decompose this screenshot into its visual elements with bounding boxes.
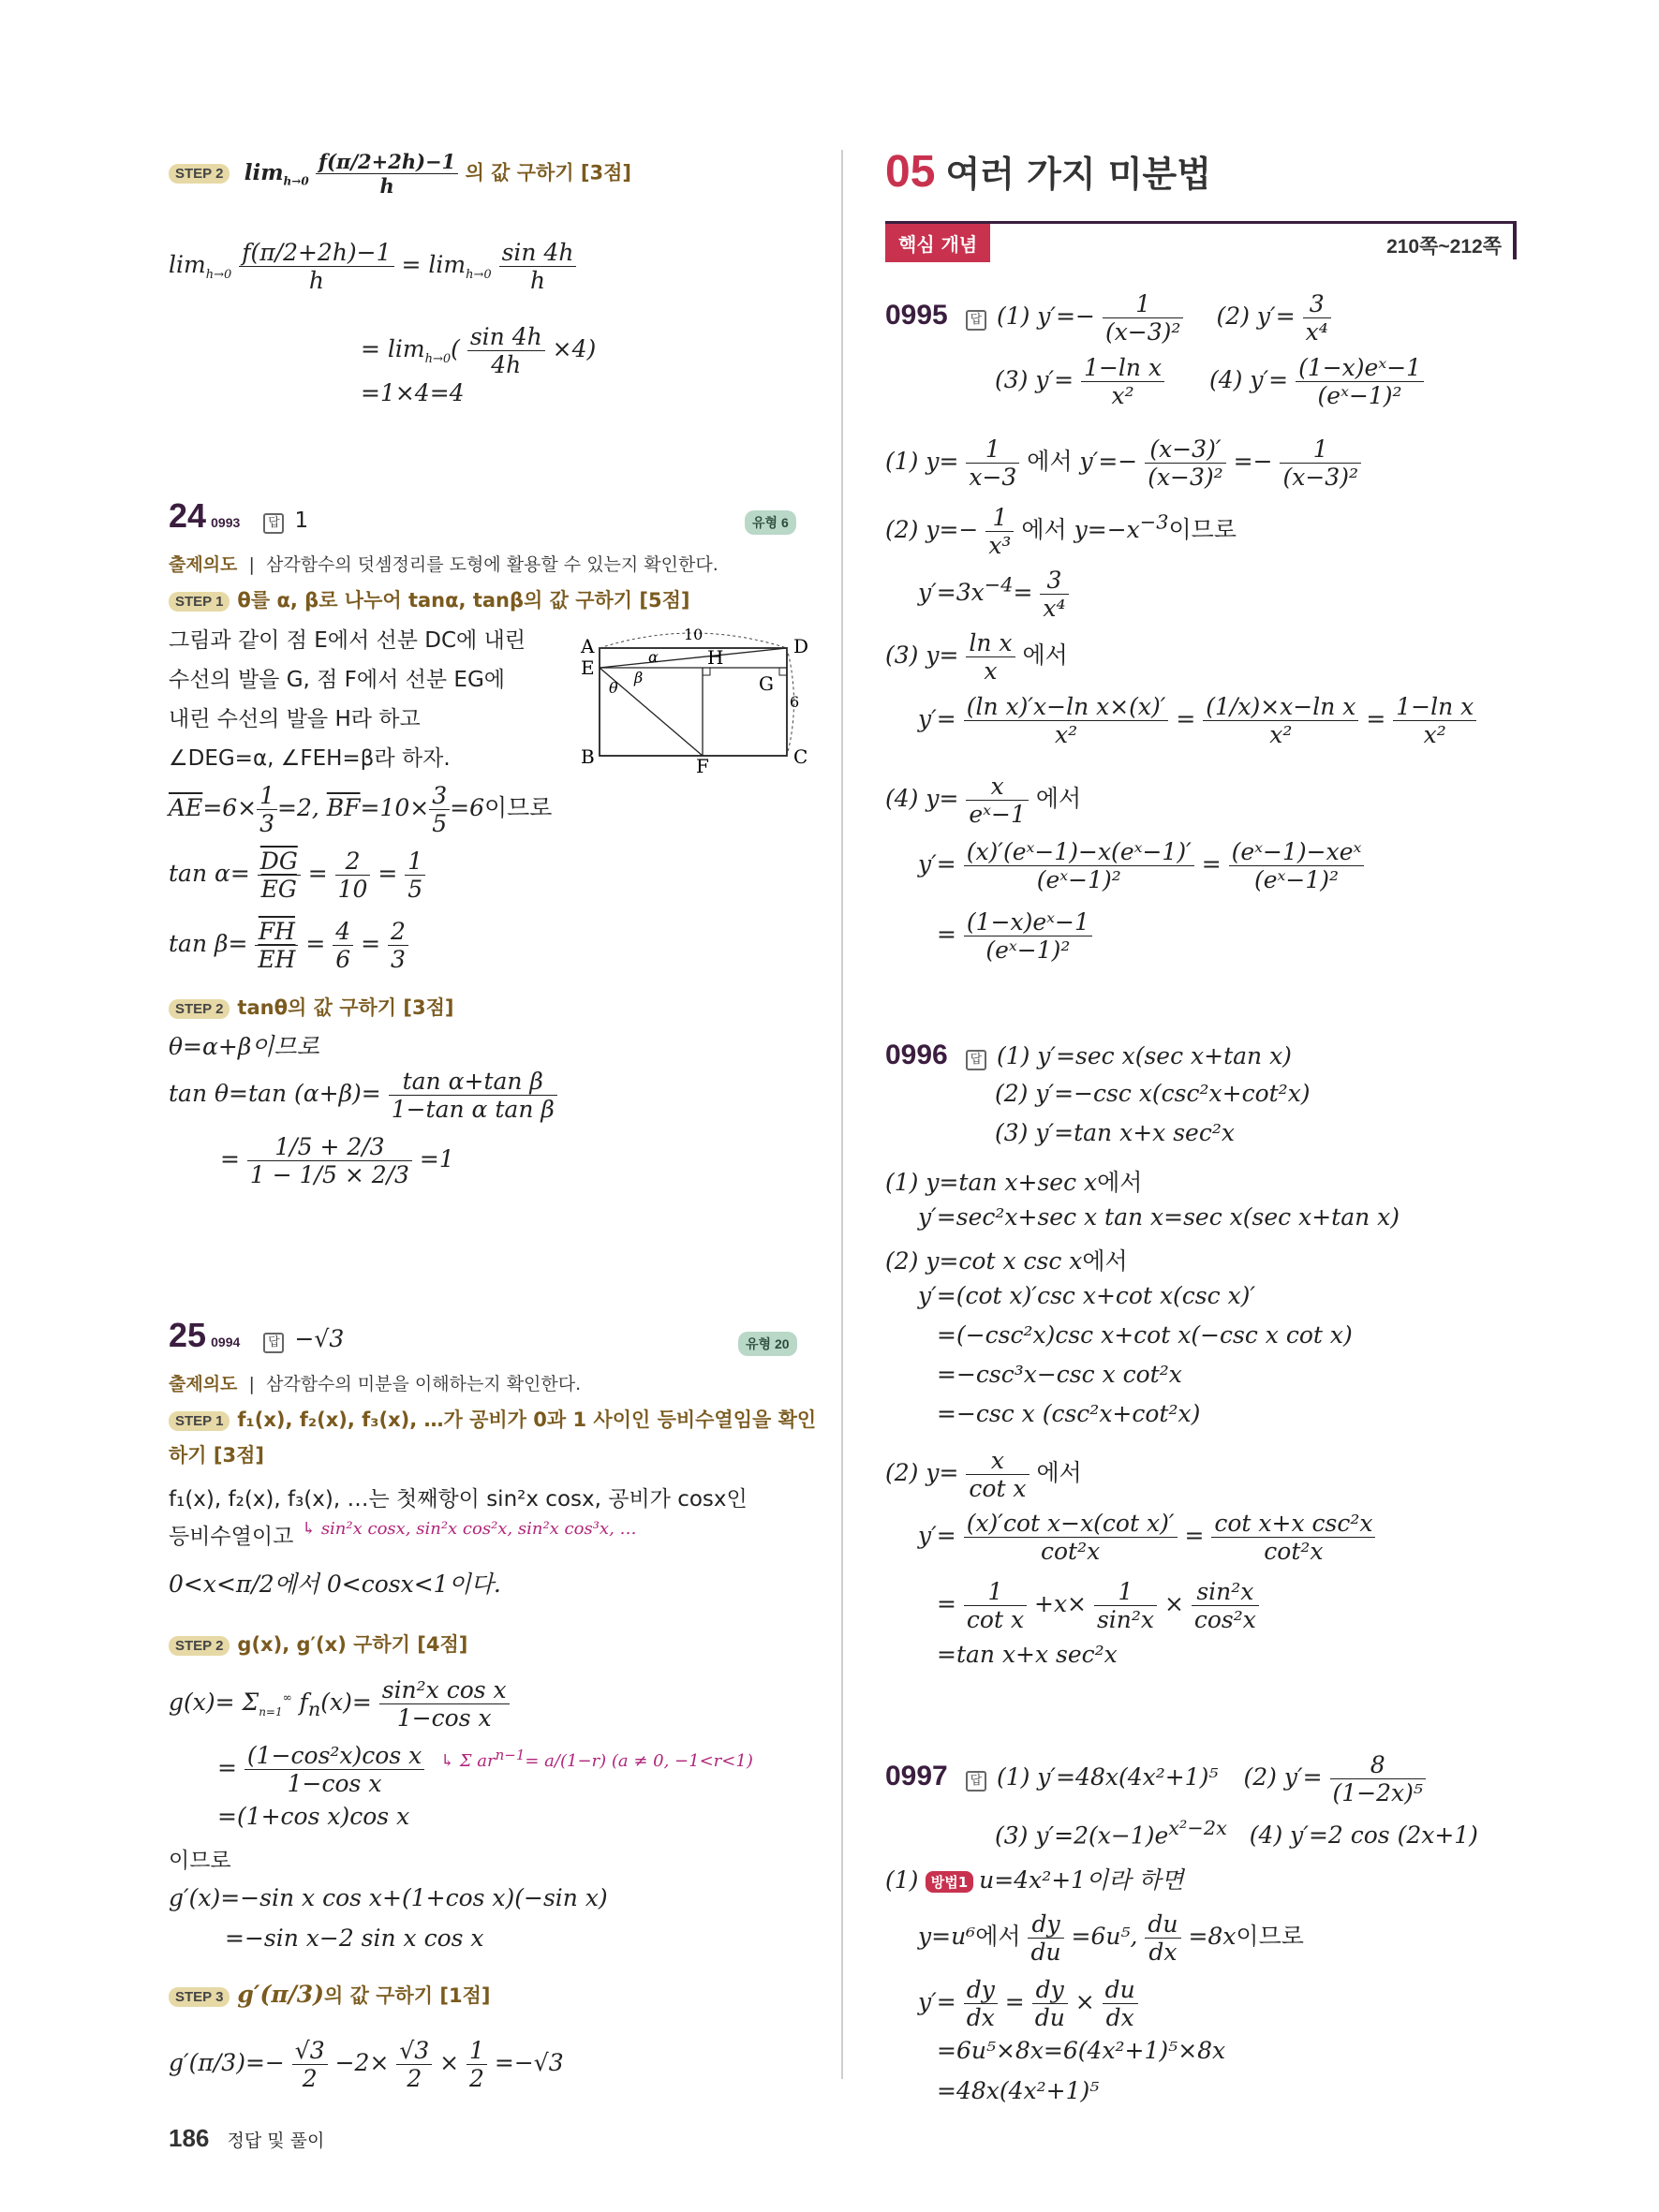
step1-25b: 하기 [3점] [169,1444,264,1467]
q0996-answer-3: (3) y′=tan x+x sec²x [995,1119,1235,1146]
label-10: 10 [684,626,704,643]
problem-25-header: 25 0994 답 −√3 [169,1316,345,1354]
q0995-sol-3b: y′= $\frac{\text{(ln x)′x−ln x×(x)′}}{\text{x²}}$ = $\frac{\text{(1/x)×x−ln x}}{\text{x²}}$ = $\frac{\text{1−ln x}}{\text{x²}}$ [918,693,1476,748]
q0996-sol-2b: y′=(cot x)′csc x+cot x(csc x)′ [918,1282,1256,1309]
type-badge-25: 유형 20 [738,1332,797,1356]
q0996-sol-3b: y′= $\frac{\text{(x)′cot x−x(cot x)′}}{\text{cot²x}}$ = cot x+x csc²x cot²x [918,1510,1375,1565]
q0996-sol-1: (1) y=tan x+sec x에서 [885,1169,1143,1196]
tan-theta-1: tan θ=tan (α+β)= $\frac{\text{tan α+tan β}}{\text{1−tan α tan β}}$ [169,1068,557,1123]
g-def: $g(x)= \Sigma_{n=1}^\infty$ $f_n(x)=$ $\frac{\text{sin²x cos x}}{\text{1−cos x}}$ [169,1676,510,1732]
label-theta: θ [609,679,618,697]
q0996-sol-2: (2) y=cot x csc x에서 [885,1247,1128,1275]
p24-text-2: 수선의 발을 G, 점 F에서 선분 EG에 [169,668,505,692]
label-G: G [759,672,774,695]
step1-25: STEP 1 f₁(x), f₂(x), f₃(x), …가 공비가 0과 1 사이인 등비수열임을 확인 [169,1405,816,1433]
core-bar [885,221,1517,259]
step1-24: STEP 1 θ를 α, β로 나누어 tanα, tanβ의 값 구하기 [5점] [169,585,689,613]
label-D: D [793,635,809,657]
q0995-sol-2b: $y'=3x^{-4}=$ $\frac{3}{\text{x⁴}}$ [918,567,1069,622]
q0995-sol-4c: = $\frac{\text{(1−x)eˣ−1}}{\text{(eˣ−1)²}}$ [937,908,1092,964]
q0996-sol-3d: =tan x+x sec²x [937,1641,1118,1668]
type-badge-24: 유형 6 [745,510,796,535]
intent-24: 출제의도 | 삼각함수의 덧셈정리를 도형에 활용할 수 있는지 확인한다. [169,554,718,575]
tan-beta: tan β= $\frac{\overline{FH}}{EH}$ = $\frac{4}{6}$ = $\frac{2}{3}$ [169,918,408,973]
q0997-sol-1b: y=u⁶에서 $\frac{dy}{du}$ =6u⁵, $\frac{du}{dx}$ =8x이므로 [918,1910,1304,1966]
intent-25: 출제의도 | 삼각함수의 미분을 이해하는지 확인한다. [169,1374,582,1394]
g-prime-2: =−sin x−2 sin x cos x [225,1924,484,1952]
rectangle-figure [576,623,809,777]
q0996-sol-3c: = $\frac{1}{\text{cot x}}$ +x× $\frac{1}{\text{sin²x}}$ × $\frac{\text{sin²x}}{\text{cos²x}}$ [937,1578,1259,1633]
p25-text-3: 0<x<π/2에서 0<cosx<1이다. [169,1571,501,1598]
label-beta: β [634,669,644,686]
problem-24-header: 24 0993 답 1 [169,496,309,535]
p25-text-4: 이므로 [169,1849,231,1873]
label-E: E [581,656,595,679]
page-range: 210쪽~212쪽 [1386,236,1502,258]
p25-text-1: f₁(x), f₂(x), f₃(x), …는 첫째항이 sin²x cosx, 공비가 cosx인 [169,1487,748,1512]
label-6: 6 [790,693,800,711]
p25-text-2: 등비수열이고 [169,1525,294,1549]
limit-line-3: =1×4=4 [361,379,465,406]
q0996-answer-2: (2) y′=−csc x(csc²x+cot²x) [995,1080,1311,1107]
q0996-sol-3: (2) y= $\frac{x}{\text{cot x}}$ 에서 [885,1447,1082,1502]
tan-alpha: tan α= $\frac{\overline{DG}}{EG}$ = $\frac{2}{10}$ = $\frac{1}{5}$ [169,848,425,903]
q0996-answer-1: 0996 답 (1) y′=sec x(sec x+tan x) [885,1040,1292,1070]
label-H: H [707,646,724,669]
p24-text-3: 내린 수선의 발을 H라 하고 [169,707,421,731]
theta-sum: θ=α+β이므로 [169,1033,319,1060]
q0995-answer-line2: (3) y′= $\frac{\text{1−ln x}}{\text{x²}}$ (4) y′= $\frac{\text{(1−x)eˣ−1}}{\text{(eˣ−1)²}}$ [995,354,1424,409]
q0996-sol-2d: =−csc³x−csc x cot²x [937,1361,1182,1388]
ae-bf-line: $\overline{AE}=6\times$ $\frac{1}{3}$ =2, $\overline{BF}=10\times$ $\frac{3}{5}$ =6이므로 [169,782,553,837]
q0997-sol-1d: =6u⁵×8x=6(4x²+1)⁵×8x [937,2037,1226,2064]
label-alpha: α [648,648,659,666]
limit-line-1: $\lim_{h\to 0}$ $\frac{f(\pi/2+2h)-1}{h}$ = $\lim_{h\to 0}$ $\frac{\sin 4h}{h}$ [169,239,576,294]
step2-top-header: STEP 2 $\lim_{h\to 0}$ $\frac{f(\pi/2+2h)-1}{h}$ 의 값 구하기 [3점] [169,150,631,198]
label-F: F [696,755,709,777]
q0997-answer-2: (3) $y'=2(x-1)e^{x^2-2x}$ (4) y′=2 cos (2x+1) [995,1817,1478,1850]
label-B: B [581,745,595,768]
page-number: 186 [169,2124,210,2152]
q0995-sol-4b: y′= $\frac{\text{(x)′(eˣ−1)−x(eˣ−1)′}}{\text{(eˣ−1)²}}$ = (eˣ−1)−xeˣ (eˣ−1)² [918,838,1364,893]
q0995-sol-1: (1) y= $\frac{1}{x-3}$ 에서 y′=− $\frac{(x-3)'}{\text{(x−3)²}}$ =− $\frac{1}{\text{(x−3)²}}$ [885,435,1361,491]
g-step3: =(1+cos x)cos x [217,1803,410,1830]
q0995-sol-3: (3) y= $\frac{\text{ln x}}{x}$ 에서 [885,629,1068,685]
q0997-sol-1e: =48x(4x²+1)⁵ [937,2077,1100,2104]
tan-theta-2: = $\frac{1/5 + 2/3}{1 - 1/5 \times 2/3}$ =1 [220,1133,454,1188]
chapter-header: 05 여러 가지 미분법 [885,147,1211,197]
p24-text-4: ∠DEG=α, ∠FEH=β라 하자. [169,746,451,771]
answer-icon: 답 [263,1333,284,1353]
q0997-sol-1: (1) 방법1 u=4x²+1이라 하면 [885,1866,1184,1894]
step3-25: STEP 3 g′(π/3)의 값 구하기 [1점] [169,1981,490,2009]
g-prime-value: g′(π/3)=− $\frac{√3}{2}$ −2× $\frac{√3}{2}$ × $\frac{1}{2}$ =−√3 [169,2037,564,2092]
footer-label: 정답 및 풀이 [227,2131,325,2151]
q0995-sol-4: (4) y= $\frac{x}{\text{eˣ−1}}$ 에서 [885,773,1082,828]
step2-25: STEP 2 g(x), g′(x) 구하기 [4점] [169,1630,467,1658]
footer [169,2124,324,2153]
q0996-sol-1b: y′=sec²x+sec x tan x=sec x(sec x+tan x) [918,1203,1400,1231]
q0996-sol-2c: =(−csc²x)csc x+cot x(−csc x cot x) [937,1321,1353,1349]
g-prime-1: g′(x)=−sin x cos x+(1+cos x)(−sin x) [169,1884,608,1911]
q0995-sol-2: (2) y=− $\frac{1}{\text{x³}}$ 에서 $y=-x^{-3}$이므로 [885,504,1237,559]
label-A: A [581,635,595,657]
limit-line-2: = $\lim_{h\to 0}$( $\frac{\sin 4h}{4h}$ ×4) [361,323,597,378]
p25-annotation-1: ↳ sin²x cosx, sin²x cos²x, sin²x cos³x, … [302,1519,637,1539]
label-C: C [793,745,808,768]
q0997-answer-1: 0997 답 (1) y′=48x(4x²+1)⁵ (2) y′= $\frac{8}{\text{(1−2x)⁵}}$ [885,1751,1426,1806]
g-step2: = $\frac{\text{(1−cos²x)cos x}}{\text{1−cos x}}$ [217,1742,424,1797]
q0995-answer-line1: 0995 답 (1) y′=− $\frac{1}{\text{(x−3)²}}$ (2) y′= $\frac{3}{\text{x⁴}}$ [885,290,1331,346]
column-divider [841,150,843,2079]
q0996-sol-2e: =−csc x (csc²x+cot²x) [937,1400,1201,1427]
q0997-sol-1c: y′= $\frac{dy}{dx}$ = $\frac{dy}{du}$ × $\frac{du}{dx}$ [918,1976,1138,2031]
p25-annotation-2: ↳ Σ $ar^{n-1}= a/(1-r) (a \ne 0$, −1<r<1) [440,1747,753,1771]
core-label: 핵심 개념 [885,224,990,262]
method-badge: 방법1 [926,1871,973,1893]
p24-text-1: 그림과 같이 점 E에서 선분 DC에 내린 [169,628,526,653]
step2-24: STEP 2 tanθ의 값 구하기 [3점] [169,993,453,1021]
answer-icon: 답 [263,513,284,534]
